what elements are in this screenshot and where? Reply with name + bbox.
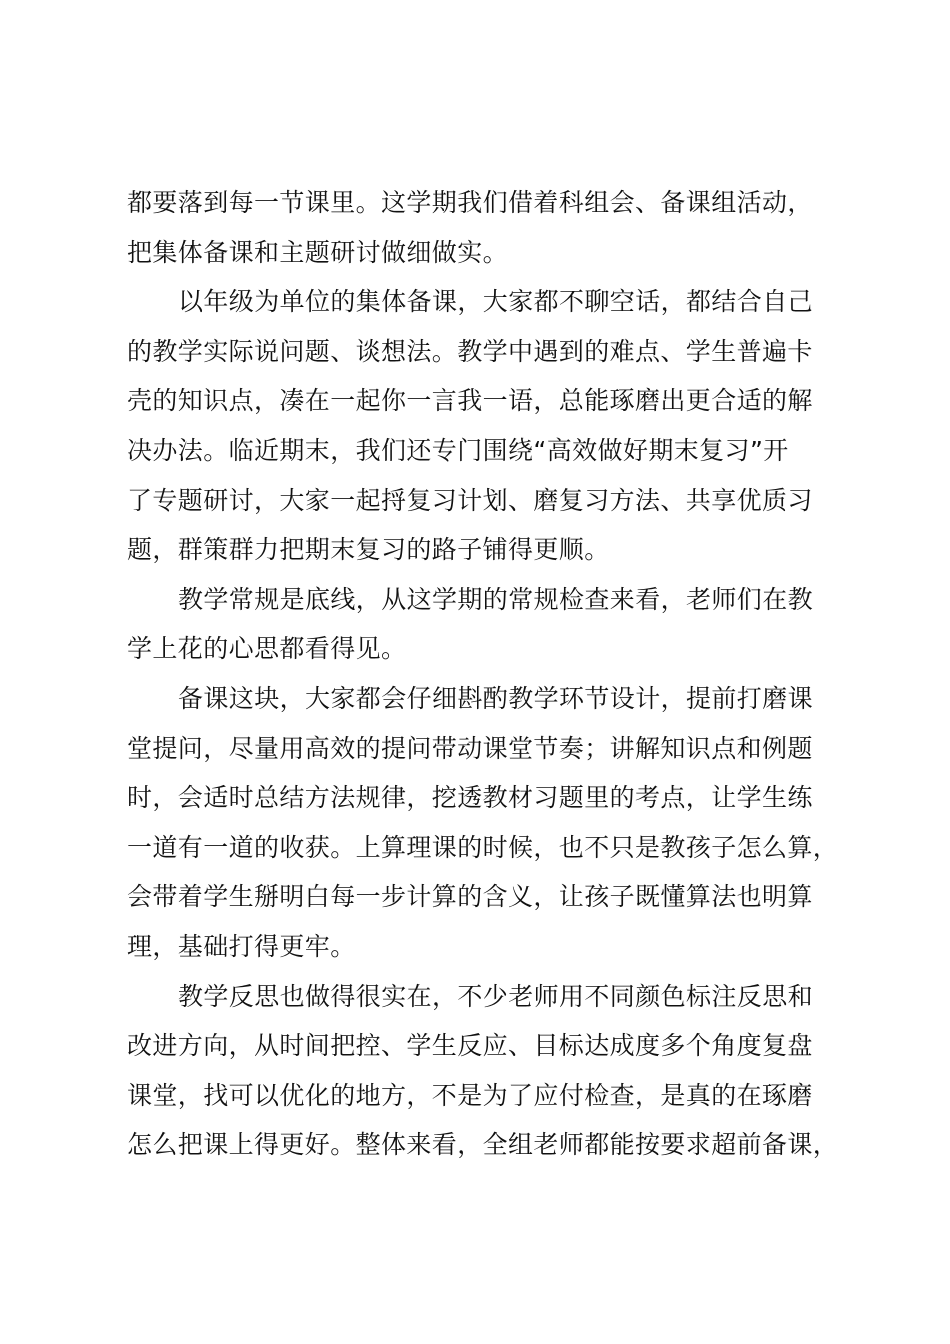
paragraph-first-line: 教学常规是底线，从这学期的常规检查来看，老师们在教 — [178, 584, 814, 614]
text-line: 了专题研讨，大家一起捋复习计划、磨复习方法、共享优质习 — [127, 485, 813, 515]
text-line: 壳的知识点，凑在一起你一言我一语，总能琢磨出更合适的解 — [127, 386, 813, 416]
document-body — [127, 178, 839, 1170]
paragraph-first-line: 以年级为单位的集体备课，大家都不聊空话，都结合自己 — [178, 287, 814, 317]
text-line: 的教学实际说问题、谈想法。教学中遇到的难点、学生普遍卡 — [127, 336, 813, 366]
text-line: 会带着学生掰明白每一步计算的含义，让孩子既懂算法也明算 — [127, 882, 813, 912]
text-line: 怎么把课上得更好。整体来看，全组老师都能按要求超前备课， — [127, 1130, 839, 1160]
text-line: 课堂，找可以优化的地方，不是为了应付检查，是真的在琢磨 — [127, 1080, 813, 1110]
text-line: 改进方向，从时间把控、学生反应、目标达成度多个角度复盘 — [127, 1031, 813, 1061]
text-line: 题，群策群力把期末复习的路子铺得更顺。 — [127, 535, 610, 565]
paragraph-first-line: 教学反思也做得很实在，不少老师用不同颜色标注反思和 — [178, 981, 814, 1011]
text-line: 一道有一道的收获。上算理课的时候，也不只是教孩子怎么算， — [127, 832, 839, 862]
text-line: 都要落到每一节课里。这学期我们借着科组会、备课组活动， — [127, 188, 813, 217]
paragraph-first-line: 备课这块，大家都会仔细斟酌教学环节设计，提前打磨课 — [178, 683, 814, 713]
text-line: 时，会适时总结方法规律，挖透教材习题里的考点，让学生练 — [127, 783, 813, 813]
text-line: 理，基础打得更牢。 — [127, 931, 356, 961]
text-line: 学上花的心思都看得见。 — [127, 634, 407, 664]
text-line: 堂提问，尽量用高效的提问带动课堂节奏；讲解知识点和例题 — [127, 733, 813, 763]
text-line: 把集体备课和主题研讨做细做实。 — [127, 237, 509, 267]
text-line: 决办法。临近期末，我们还专门围绕“高效做好期末复习”开 — [127, 435, 789, 465]
